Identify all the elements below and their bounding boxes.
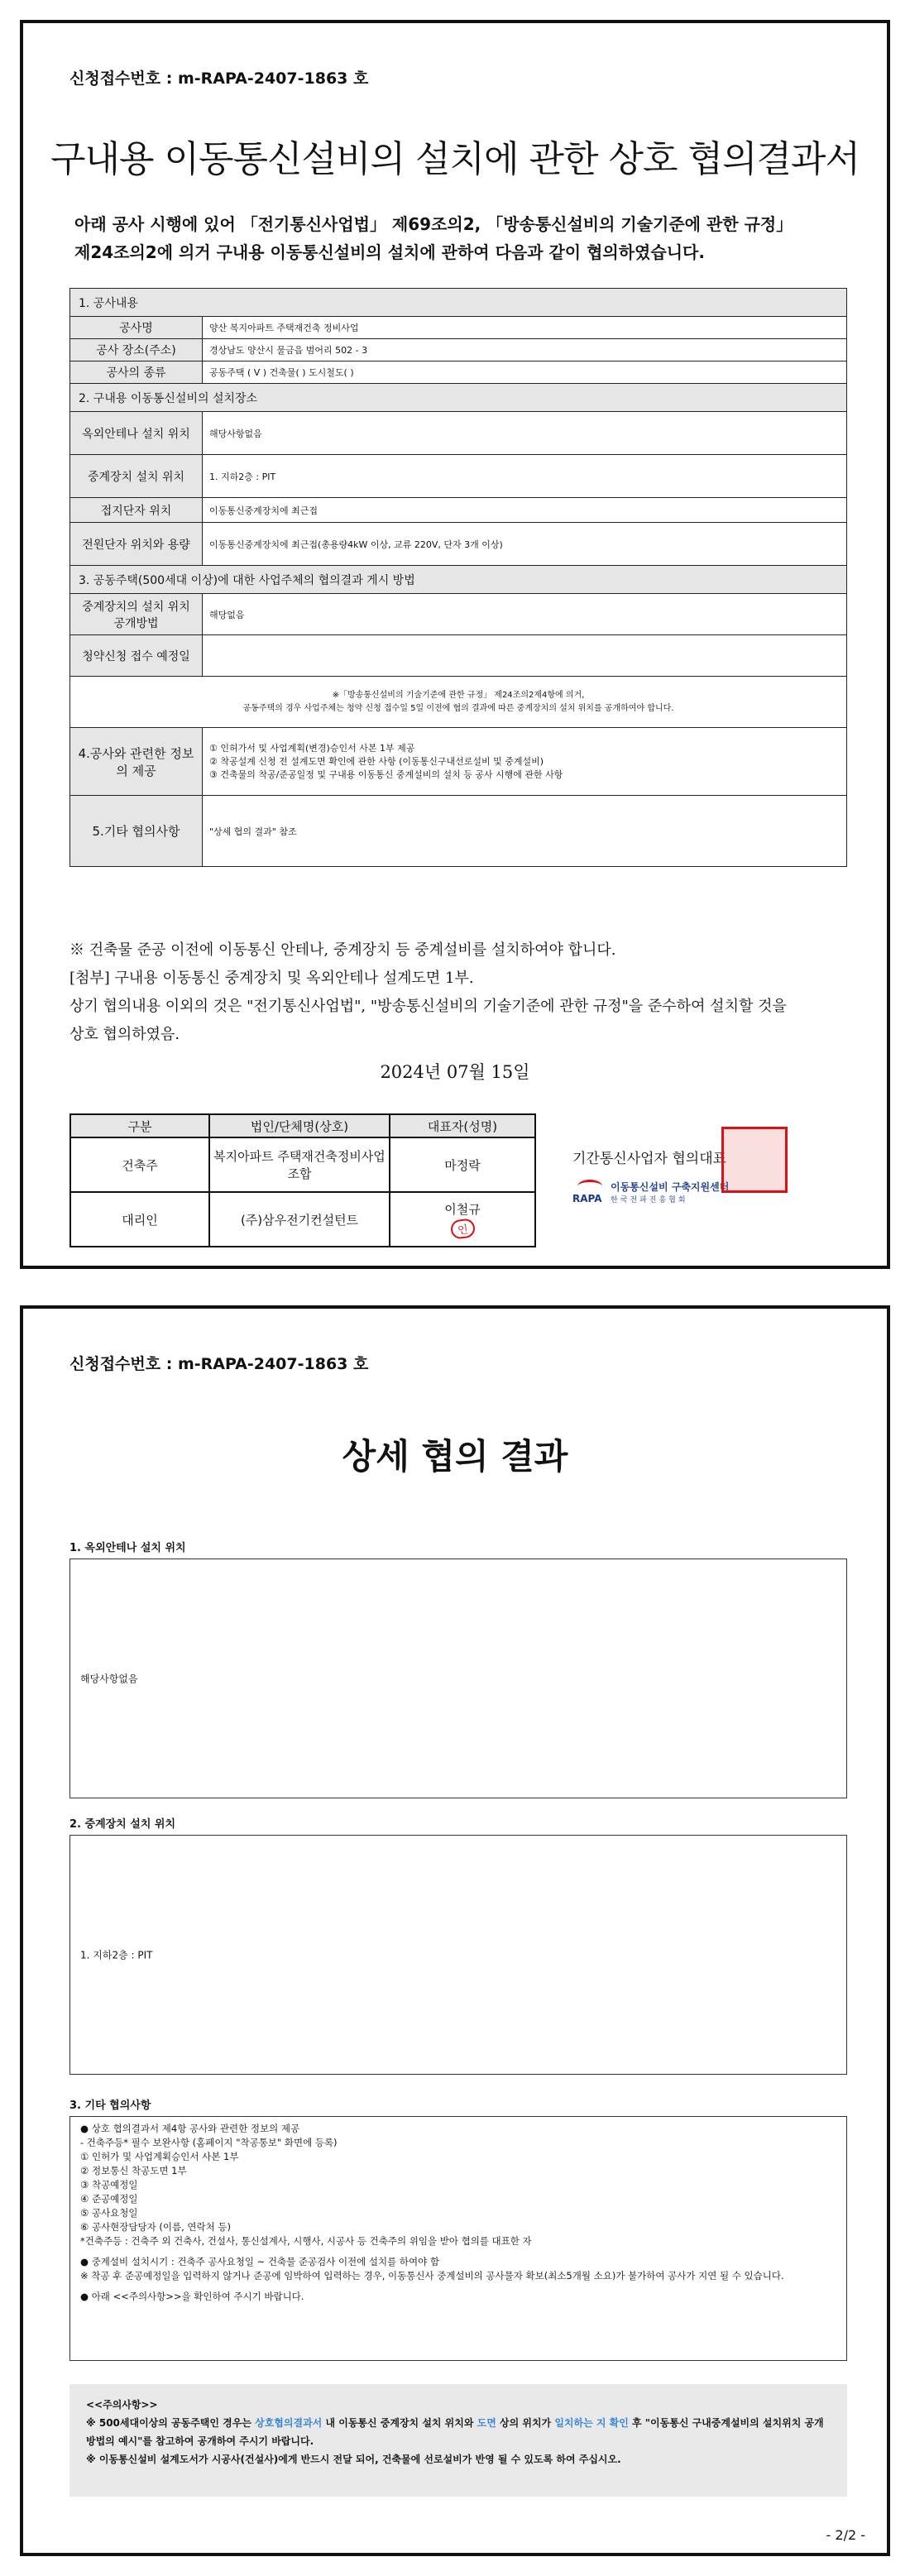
sign-header-role: 구분	[70, 1114, 209, 1137]
caution-box	[69, 2384, 847, 2497]
other-line: ② 정보통신 착공도면 1부	[80, 2165, 187, 2176]
compliance-note-2: 상호 협의하였음.	[69, 1026, 180, 1043]
document-title: 구내용 이동통신설비의 설치에 관한 상호 협의결과서	[50, 138, 860, 180]
other-line: ④ 준공예정일	[80, 2193, 138, 2205]
other-line: ⑤ 공사요청일	[80, 2207, 138, 2219]
carrier-representative: 기간통신사업자 협의대표	[572, 1151, 727, 1167]
work-type-value: 공동주택 ( V ) 건축물( ) 도시철도( )	[203, 362, 847, 384]
sign-role: 대리인	[70, 1192, 209, 1247]
project-name-value: 양산 복지아파트 주택재건축 정비사업	[203, 317, 847, 339]
project-name-label: 공사명	[70, 317, 203, 339]
antenna-section-value: 해당사항없음	[80, 1673, 138, 1685]
ground-terminal-label: 접지단자 위치	[70, 498, 203, 523]
agreement-form-table	[69, 288, 847, 867]
receipt-number: 신청접수번호 : m-RAPA-2407-1863 호	[69, 69, 369, 88]
section-5-label: 5.기타 협의사항	[70, 796, 203, 867]
official-seal-stamp	[721, 1127, 788, 1193]
bottom-notes	[69, 936, 855, 1049]
section-4-item: ② 착공설계 신청 전 설계도면 확인에 관한 사항 (이동통신구내선로설비 및 중계설비)	[209, 755, 544, 767]
agreement-date: 2024년 07월 15일	[380, 1062, 530, 1082]
intro-paragraph	[74, 210, 860, 266]
work-type-label: 공사의 종류	[70, 362, 203, 384]
sign-rep: 이철규	[444, 1202, 481, 1217]
rapa-center-name: 이동통신설비 구축지원센터	[611, 1181, 730, 1193]
section-5-value: "상세 협의 결과" 참조	[203, 796, 847, 867]
site-address-value: 경상남도 양산시 물금읍 범어리 502 - 3	[203, 339, 847, 362]
other-line: ● 아래 <<주의사항>>을 확인하여 주시기 바랍니다.	[80, 2291, 304, 2302]
agreement-page-1	[20, 20, 890, 1269]
site-address-label: 공사 장소(주소)	[70, 339, 203, 362]
section-4-item: ① 인허가서 및 사업계획(변경)승인서 사본 1부 제공	[209, 742, 415, 754]
intro-line-1: 아래 공사 시행에 있어 「전기통신사업법」 제69조의2, 「방송통신설비의 기술기준에 관한 규정」	[74, 214, 793, 234]
antenna-location-value: 해당사항없음	[203, 412, 847, 455]
regulation-note	[70, 677, 847, 728]
antenna-location-label: 옥외안테나 설치 위치	[70, 412, 203, 455]
page-number: - 2/2 -	[826, 2527, 865, 2543]
sign-header-rep: 대표자(성명)	[390, 1114, 535, 1137]
repeater-location-label: 중계장치 설치 위치	[70, 455, 203, 498]
rapa-text-block	[611, 1180, 729, 1204]
section-1-header: 1. 공사내용	[70, 289, 847, 317]
other-section-box	[69, 2116, 847, 2361]
repeater-section-heading: 2. 중계장치 설치 위치	[69, 1818, 176, 1831]
rapa-logo-block	[572, 1180, 729, 1204]
sign-rep-cell	[390, 1192, 535, 1247]
installation-note: ※ 건축물 준공 이전에 이동통신 안테나, 중계장치 등 중계설비를 설치하여야 합니다.	[69, 941, 616, 959]
regulation-note-line-2: 공동주택의 경우 사업주체는 청약 신청 접수일 5일 이전에 협의 결과에 따른 중계장치의 설치 위치를 공개하여야 합니다.	[242, 703, 674, 713]
other-line: ⑥ 공사현장담당자 (이름, 연락처 등)	[80, 2221, 231, 2233]
caution-line-1: ※ 500세대이상의 공동주택인 경우는 상호협의결과서 내 이동통신 중계장치 설치 위치와 도면 상의 위치가 일치하는 지 확인 후 "이동통신 구내중계설비의 설치위치 공개 방법의 예시"를 참고하여 공개하여 주시기 바랍니다.	[86, 2417, 824, 2447]
intro-line-2: 제24조의2에 의거 구내용 이동통신설비의 설치에 관하여 다음과 같이 협의하였습니다.	[74, 242, 705, 262]
repeater-section-value: 1. 지하2층 : PIT	[80, 1949, 153, 1961]
power-terminal-label: 전원단자 위치와 용량	[70, 523, 203, 566]
repeater-section-box	[69, 1835, 847, 2075]
section-2-header: 2. 구내용 이동통신설비의 설치장소	[70, 384, 847, 412]
sign-header-org: 법인/단체명(상호)	[209, 1114, 390, 1137]
power-terminal-value: 이동통신중계장치에 최근접(총용량4kW 이상, 교류 220V, 단자 3개 이상)	[203, 523, 847, 566]
ground-terminal-value: 이동통신중계장치에 최근접	[203, 498, 847, 523]
sign-org: (주)삼우전기컨설턴트	[209, 1192, 390, 1247]
seal-stamp: 인	[449, 1218, 475, 1240]
receipt-number: 신청접수번호 : m-RAPA-2407-1863 호	[69, 1355, 369, 1373]
rapa-association: 한국전파진흥협회	[611, 1196, 688, 1204]
agreement-page-2	[20, 1305, 890, 2556]
disclosure-method-label: 중계장치의 설치 위치 공개방법	[70, 594, 203, 635]
rapa-logo: RAPA	[572, 1180, 606, 1204]
other-line: ① 인허가 및 사업계획승인서 사본 1부	[80, 2151, 239, 2162]
detail-title: 상세 협의 결과	[342, 1436, 568, 1477]
section-4-item: ③ 건축물의 착공/준공일정 및 구내용 이동통신 중계설비의 설치 등 공사 시행에 관한 사항	[209, 768, 563, 780]
caution-line-2: ※ 이동통신설비 설계도서가 시공사(건설사)에게 반드시 전달 되어, 건축물에 선로설비가 반영 될 수 있도록 하여 주십시오.	[86, 2454, 621, 2465]
attachment-note: [첨부] 구내용 이동통신 중계장치 및 옥외안테나 설계도면 1부.	[69, 970, 474, 987]
sign-rep: 마정락	[390, 1137, 535, 1192]
repeater-location-value: 1. 지하2층 : PIT	[203, 455, 847, 498]
sign-org: 복지아파트 주택재건축정비사업조합	[209, 1137, 390, 1192]
regulation-note-line-1: ※「방송통신설비의 기술기준에 관한 규정」 제24조의2제4항에 의거,	[332, 690, 585, 700]
antenna-section-box	[69, 1559, 847, 1798]
compliance-note-1: 상기 협의내용 이외의 것은 "전기통신사업법", "방송통신설비의 기술기준에 관한 규정"을 준수하여 설치할 것을	[69, 998, 787, 1015]
other-line: - 건축주등* 필수 보완사항 (홈페이지 "착공통보" 화면에 등록)	[80, 2137, 338, 2148]
caution-title: <<주의사항>>	[86, 2399, 158, 2411]
antenna-section-heading: 1. 옥외안테나 설치 위치	[69, 1542, 186, 1554]
other-section-heading: 3. 기타 협의사항	[69, 2100, 151, 2112]
disclosure-method-value: 해당없음	[203, 594, 847, 635]
other-line: ● 상호 협의결과서 제4항 공사와 관련한 정보의 제공	[80, 2123, 300, 2134]
section-4-label: 4.공사와 관련한 정보의 제공	[70, 728, 203, 796]
subscription-date-label: 청약신청 접수 예정일	[70, 635, 203, 677]
section-4-items	[203, 728, 847, 796]
other-line: ③ 착공예정일	[80, 2179, 138, 2191]
subscription-date-value	[203, 635, 847, 677]
signature-table	[69, 1113, 536, 1247]
other-line: *건축주등 : 건축주 외 건축사, 건설사, 통신설계사, 시행사, 시공사 등 건축주의 위임을 받아 협의를 대표한 자	[80, 2235, 532, 2247]
sign-role: 건축주	[70, 1137, 209, 1192]
section-3-header: 3. 공동주택(500세대 이상)에 대한 사업주체의 협의결과 게시 방법	[70, 566, 847, 594]
other-line: ※ 착공 후 준공예정일을 입력하지 않거나 준공에 임박하여 입력하는 경우, 이동통신사 중계설비의 공사물자 확보(최소5개월 소요)가 불가하여 공사가 지연 될 수 있습니다.	[80, 2270, 784, 2282]
other-line: ● 중계설비 설치시기 : 건축주 공사요청일 ~ 건축물 준공검사 이전에 설치를 하여야 함	[80, 2256, 440, 2267]
